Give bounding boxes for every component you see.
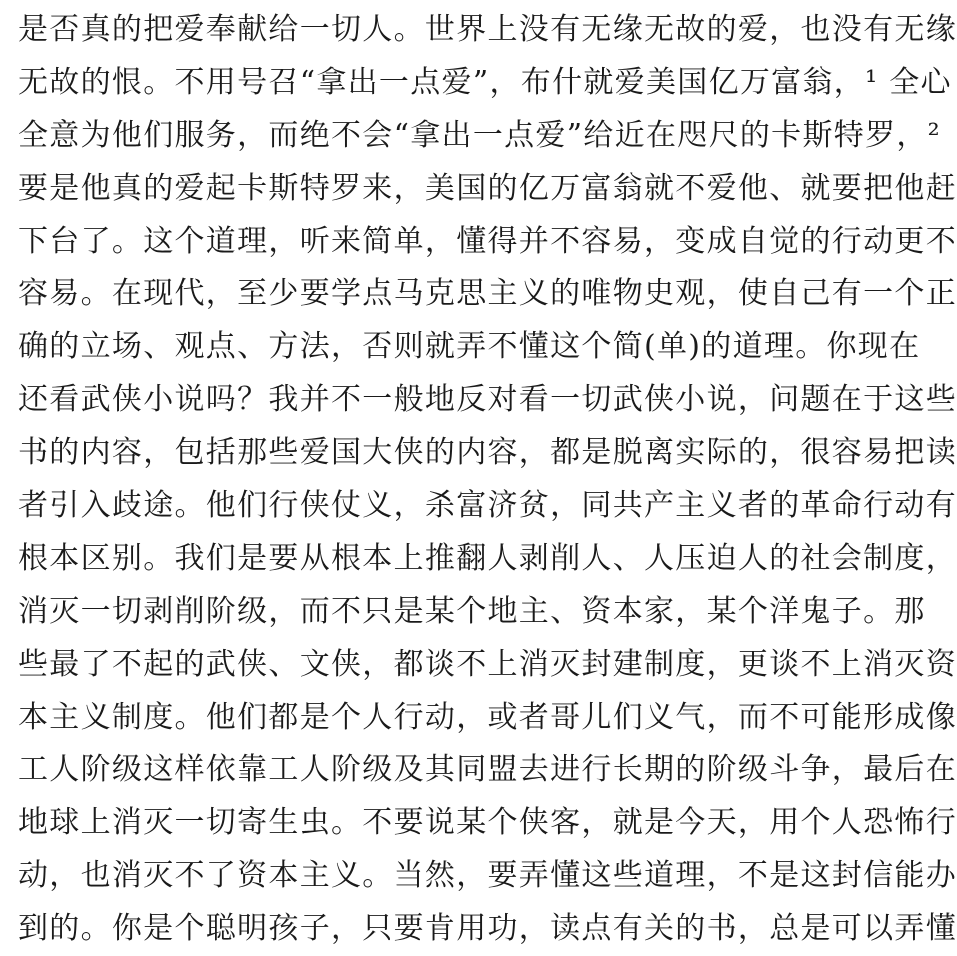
- text-line: 是否真的把爱奉献给一切人。世界上没有无缘无故的爱，也没有无缘: [18, 12, 957, 47]
- text-line: 消灭一切剥削阶级，而不只是某个地主、资本家，某个洋鬼子。那: [18, 593, 926, 629]
- text-line: 容易。在现代，至少要学点马克思主义的唯物史观，使自己有一个正: [18, 276, 957, 312]
- text-line: 下台了。这个道理，听来简单，懂得并不容易，变成自觉的行动更不: [18, 223, 957, 259]
- text-line: 者引入歧途。他们行侠仗义，杀富济贫，同共产主义者的革命行动有: [18, 488, 957, 524]
- text-line: 要是他真的爱起卡斯特罗来，美国的亿万富翁就不爱他、就要把他赶: [18, 170, 957, 206]
- text-line: 工人阶级这样依靠工人阶级及其同盟去进行长期的阶级斗争，最后在: [18, 752, 957, 788]
- text-line: 到的。你是个聪明孩子，只要肯用功，读点有关的书，总是可以弄懂: [18, 911, 957, 947]
- text-line: 些最了不起的武侠、文侠，都谈不上消灭封建制度，更谈不上消灭资: [18, 646, 957, 682]
- body-text: [18, 4, 957, 956]
- text-line: 全意为他们服务，而绝不会“拿出一点爱”给近在咫尺的卡斯特罗，²: [18, 117, 941, 153]
- text-line: 确的立场、观点、方法，否则就弄不懂这个简(单)的道理。你现在: [18, 329, 921, 365]
- text-line: 还看武侠小说吗？我并不一般地反对看一切武侠小说，问题在于这些: [18, 382, 957, 418]
- text-line: 动，也消灭不了资本主义。当然，要弄懂这些道理，不是这封信能办: [18, 858, 957, 894]
- text-line: 书的内容，包括那些爱国大侠的内容，都是脱离实际的，很容易把读: [18, 435, 957, 471]
- text-line: 无故的恨。不用号召“拿出一点爱”，布什就爱美国亿万富翁，¹ 全心: [18, 64, 952, 100]
- text-line: 地球上消灭一切寄生虫。不要说某个侠客，就是今天，用个人恐怖行: [18, 805, 957, 841]
- text-line: 本主义制度。他们都是个人行动，或者哥儿们义气，而不可能形成像: [18, 699, 957, 735]
- text-line: 根本区别。我们是要从根本上推翻人剥削人、人压迫人的社会制度，: [18, 540, 957, 576]
